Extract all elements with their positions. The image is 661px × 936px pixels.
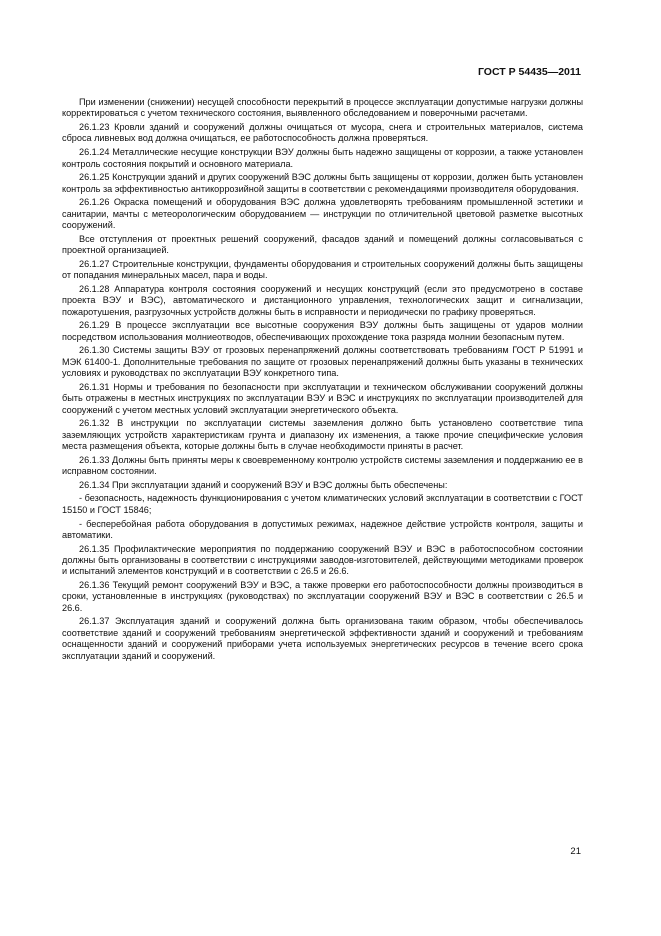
paragraph-26-1-24: 26.1.24 Металлические несущие конструкции ВЭУ должны быть надежно защищены от коррозии, а также установлен контроль состояния покрытий и основного материала.	[62, 147, 583, 169]
paragraph-26-1-23: 26.1.23 Кровли зданий и сооружений должны очищаться от мусора, снега и строительных материалов, система сброса ливневых вод должна очищаться, ее работоспособность должна проверяться.	[62, 122, 583, 144]
paragraph-26-1-32: 26.1.32 В инструкции по эксплуатации системы заземления должно быть установлено соответствие типа заземляющих устройств характеристикам грунта и диапазону их изменения, а также прочие специфические условия места размещения объекта, которые должны быть в случае необходимости приняты в расчет.	[62, 418, 583, 451]
paragraph-26-1-28: 26.1.28 Аппаратура контроля состояния сооружений и несущих конструкций (если это предусмотрено в составе проекта ВЭУ и ВЭС), автоматического и дистанционного управления, технологических защит и сигнализации, пожаротушения, разгрузочных устройств должны быть в исправности и периодически по графику проверяться.	[62, 283, 583, 317]
paragraph-26-1-34: 26.1.34 При эксплуатации зданий и сооружений ВЭУ и ВЭС должны быть обеспечены:	[79, 479, 448, 490]
page-number: 21	[570, 846, 581, 857]
list-item: - бесперебойная работа оборудования в допустимых режимах, надежное действие устройств контроля, защиты и автоматики.	[62, 518, 583, 540]
list-item: - безопасность, надежность функционирования с учетом климатических условий эксплуатации в соответствии с ГОСТ 15150 и ГОСТ 15846;	[62, 493, 583, 515]
paragraph-26-1-25: 26.1.25 Конструкции зданий и других сооружений ВЭС должны быть защищены от коррозии, должен быть установлен контроль за эффективностью антикоррозийной защиты в соответствии с рекомендациями производителя оборудования.	[62, 172, 583, 194]
paragraph: Все отступления от проектных решений сооружений, фасадов зданий и помещений должны согласовываться с проектной организацией.	[62, 233, 583, 256]
paragraph-26-1-35: 26.1.35 Профилактические мероприятия по поддержанию сооружений ВЭУ и ВЭС в работоспособном состоянии должны быть организованы в соответствии с инструкциями заводов-изготовителей, действующими методиками проверок и испытаний элементов конструкций и в соответствии с 26.5 и 26.6.	[62, 543, 583, 577]
paragraph-26-1-29: 26.1.29 В процессе эксплуатации все высотные сооружения ВЭУ должны быть защищены от ударов молнии посредством использования молниеотводов, обеспечивающих прохождение тока разряда молнии безопасным путем.	[62, 320, 583, 342]
paragraph-26-1-37: 26.1.37 Эксплуатация зданий и сооружений должна быть организована таким образом, чтобы обеспечивалось соответствие зданий и сооружений требованиям энергетической эффективности зданий и сооружений и требованиям оснащенности зданий и сооружений приборами учета используемых энергетических ресурсов в течение всего срока эксплуатации зданий и сооружений.	[62, 616, 583, 661]
paragraph-26-1-31: 26.1.31 Нормы и требования по безопасности при эксплуатации и техническом обслуживании сооружений должны быть отражены в местных инструкциях по эксплуатации ВЭУ и ВЭС и инструкциях по эксплуатации производителей для сооружений с учетом местных условий эксплуатации энергетического объекта.	[62, 381, 583, 415]
paragraph-26-1-27: 26.1.27 Строительные конструкции, фундаменты оборудования и строительных сооружений должны быть защищены от попадания минеральных масел, пара и воды.	[62, 258, 583, 281]
paragraph: При изменении (снижении) несущей способности перекрытий в процессе эксплуатации допустимые нагрузки должны корректироваться с учетом технического состояния, выявленного обследованием и поверочными расчетами.	[62, 97, 583, 119]
paragraph-26-1-26: 26.1.26 Окраска помещений и оборудования ВЭС должна удовлетворять требованиям промышленной эстетики и санитарии, мачты с метеорологическим оборудованием — инструкции по отличительной цветовой разметке высотных сооружений.	[62, 197, 583, 230]
document-id-header: ГОСТ Р 54435—2011	[477, 66, 581, 78]
paragraph-26-1-36: 26.1.36 Текущий ремонт сооружений ВЭУ и ВЭС, а также проверки его работоспособности должны производиться в сроки, установленные в инструкциях (руководствах) по эксплуатации сооружений ВЭУ и ВЭС в соответствии с 26.5 и 26.6.	[62, 580, 583, 613]
paragraph-26-1-30: 26.1.30 Системы защиты ВЭУ от грозовых перенапряжений должны соответствовать требованиям ГОСТ Р 51991 и МЭК 61400-1. Дополнительные требования по защите от грозовых перенапряжений должны быть указаны в технических условиях и руководствах по эксплуатации ВЭУ конкретного типа.	[62, 345, 583, 379]
paragraph-26-1-33: 26.1.33 Должны быть приняты меры к своевременному контролю устройств системы заземления и поддержанию ее в исправном состоянии.	[62, 454, 583, 476]
document-body	[62, 97, 583, 664]
